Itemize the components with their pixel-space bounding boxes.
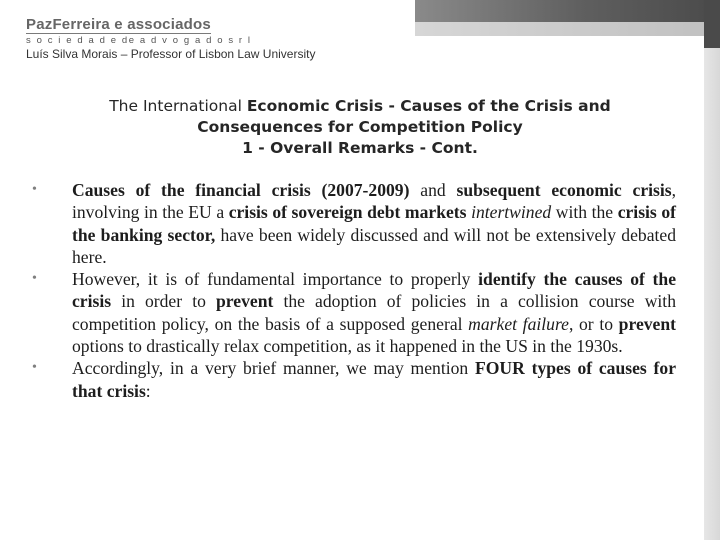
top-bar-strip <box>415 22 720 36</box>
bullet-item <box>24 268 676 357</box>
bold-text: crisis of sovereign debt markets <box>228 202 467 223</box>
plain-text: Accordingly, in a very brief manner, we may mention <box>72 358 475 379</box>
bullet-icon: • <box>32 360 37 376</box>
bullet-text <box>72 268 676 357</box>
title-part-2: Economic Crisis - Causes of the Crisis and <box>246 97 611 115</box>
right-edge-cap <box>704 0 720 48</box>
bold-text: crisis of the banking sector, <box>72 202 676 245</box>
italic-text: market failure <box>468 313 569 334</box>
bold-text: subsequent economic crisis <box>456 180 672 200</box>
plain-text: and <box>409 180 457 200</box>
title-part-1: The International <box>109 97 247 115</box>
plain-text: , or to <box>568 313 619 334</box>
logo-name: PazFerreira e associados <box>26 16 211 33</box>
plain-text: in order to <box>111 291 216 312</box>
bullet-icon: • <box>32 271 37 287</box>
plain-text: : <box>145 380 151 401</box>
bold-text: prevent <box>618 313 677 334</box>
plain-text: with the <box>551 202 618 223</box>
slide-title <box>60 96 660 159</box>
title-line-2: Consequences for Competition Policy <box>197 118 523 136</box>
author-line: Luís Silva Morais – Professor of Lisbon Law University <box>26 47 316 61</box>
top-bar-gradient <box>415 0 720 22</box>
right-edge-decoration <box>704 0 720 540</box>
plain-text: have been widely discussed and will not be extensively debated here. <box>72 224 676 267</box>
bold-text: FOUR types of causes for that crisis <box>72 358 677 401</box>
bullet-list <box>24 179 676 402</box>
bold-text: Causes of the financial crisis (2007-2009) <box>72 180 410 200</box>
bullet-item <box>24 357 676 402</box>
plain-text: However, it is of fundamental importance to properly <box>72 269 479 290</box>
title-line-1 <box>60 96 660 117</box>
plain-text: , involving in the EU a <box>72 180 677 223</box>
bullet-item <box>24 179 676 268</box>
title-line-3: 1 - Overall Remarks - Cont. <box>242 139 478 157</box>
italic-text: intertwined <box>471 202 552 223</box>
logo-subtitle: s o c i e d a d e de a d v o g a d o s r l <box>26 35 252 46</box>
plain-text: the adoption of policies in a collision course with competition policy, on the basis of a supposed general <box>72 291 676 334</box>
bullet-text <box>72 357 676 402</box>
bold-text: identify the causes of the crisis <box>72 269 677 312</box>
bullet-icon: • <box>32 182 37 197</box>
bold-text: prevent <box>216 291 274 312</box>
bullet-text <box>72 179 676 268</box>
plain-text: options to drastically relax competition, as it happened in the US in the 1930s. <box>72 336 623 357</box>
firm-logo <box>26 16 252 46</box>
